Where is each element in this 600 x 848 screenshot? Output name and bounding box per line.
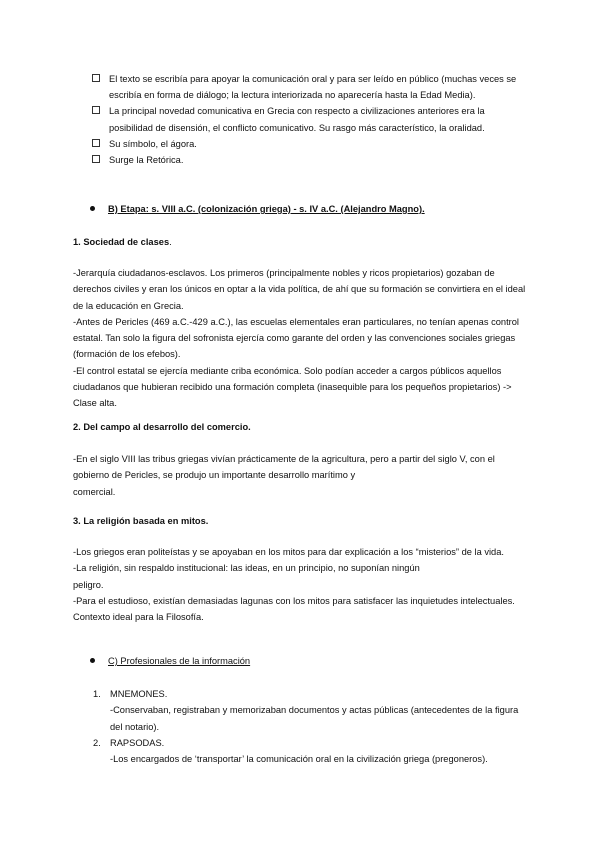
check-item <box>92 136 522 152</box>
paragraph: -El control estatal se ejercía mediante criba económica. Solo podían acceder a cargos públicos aquellos ciudadanos que hubieran recibido una formación completa (inasequible para los pequeños propietarios) -> Clase alta. <box>73 365 512 409</box>
paragraph: comercial. <box>73 486 116 497</box>
list-item <box>93 686 528 735</box>
item-description: -Los encargados de ‘transportar’ la comunicación oral en la civilización griega (pregoneros). <box>110 754 488 765</box>
section-1-body <box>73 265 528 412</box>
section-2-body <box>73 451 528 500</box>
stage-b-text: B) Etapa: s. VIII a.C. (colonización griega) - s. IV a.C. (Alejandro Magno). <box>108 204 425 214</box>
item-name: MNEMONES. <box>110 689 168 699</box>
check-item <box>92 152 522 168</box>
list-item <box>93 735 528 768</box>
stage-b-heading <box>90 201 425 217</box>
item-name: RAPSODAS. <box>110 737 165 748</box>
check-item <box>92 71 522 103</box>
paragraph: -Jerarquía ciudadanos-esclavos. Los primeros (principalmente nobles y ricos propietarios) gozaban de derechos civiles y eran los únicos en optar a la vida política, de ahí que su formación se convirtiera en el ideal de la educación en Grecia. <box>73 268 526 311</box>
bullet-icon <box>90 206 95 211</box>
check-item-text: Surge la Retórica. <box>109 155 184 166</box>
paragraph: -En el siglo VIII las tribus griegas vivían prácticamente de la agricultura, pero a partir del siglo V, con el gobierno de Pericles, se produjo un importante desarrollo marítimo y <box>73 454 495 481</box>
check-item <box>92 103 522 135</box>
item-description: -Conservaban, registraban y memorizaban documentos y actas públicas (antecedentes de la figura del notario). <box>110 705 519 732</box>
check-item-text: El texto se escribía para apoyar la comunicación oral y para ser leído en público (muchas veces se escribía en forma de diálogo; la lectura interiorizada no aparecería hasta la Edad Media). <box>109 74 517 101</box>
list-number: 2. <box>93 737 101 748</box>
section-1-title-text: 1. Sociedad de clases <box>73 237 170 247</box>
paragraph: -Antes de Pericles (469 a.C.-429 a.C.), las escuelas elementales eran particulares, no tenían apenas control estatal. Tan solo la figura del sofronista ejercía como garante del orden y las convenciones sociales griegas (formación de los efebos). <box>73 316 519 360</box>
checkbox-icon[interactable] <box>92 139 100 147</box>
paragraph: -La religión, sin respaldo institucional: las ideas, en un principio, no suponían ningún <box>73 563 420 574</box>
list-number: 1. <box>93 689 101 699</box>
check-item-text: Su símbolo, el ágora. <box>109 138 197 149</box>
paragraph: -Los griegos eran politeístas y se apoyaban en los mitos para dar explicación a los “misterios” de la vida. <box>73 547 504 557</box>
checkbox-icon[interactable] <box>92 155 100 163</box>
paragraph: peligro. <box>73 579 104 590</box>
checklist <box>92 71 522 168</box>
stage-c-heading <box>90 653 250 669</box>
checkbox-icon[interactable] <box>92 106 100 114</box>
bullet-icon <box>90 658 95 663</box>
stage-c-text: C) Profesionales de la información <box>108 656 251 666</box>
checkbox-icon[interactable] <box>92 74 100 82</box>
section-1-title-end: . <box>169 237 172 247</box>
section-3-body <box>73 544 528 625</box>
section-2-title: 2. Del campo al desarrollo del comercio. <box>73 422 251 432</box>
section-1-title <box>73 234 172 250</box>
check-item-text: La principal novedad comunicativa en Grecia con respecto a civilizaciones anteriores era la posibilidad de disensión, el conflicto comunicativo. Su rasgo más característico, la oralidad. <box>109 106 485 133</box>
section-3-title: 3. La religión basada en mitos. <box>73 516 209 526</box>
paragraph: -Para el estudioso, existían demasiadas lagunas con los mitos para satisfacer las inquietudes intelectuales. Contexto ideal para la Filosofía. <box>73 595 515 623</box>
professionals-list <box>93 686 528 767</box>
